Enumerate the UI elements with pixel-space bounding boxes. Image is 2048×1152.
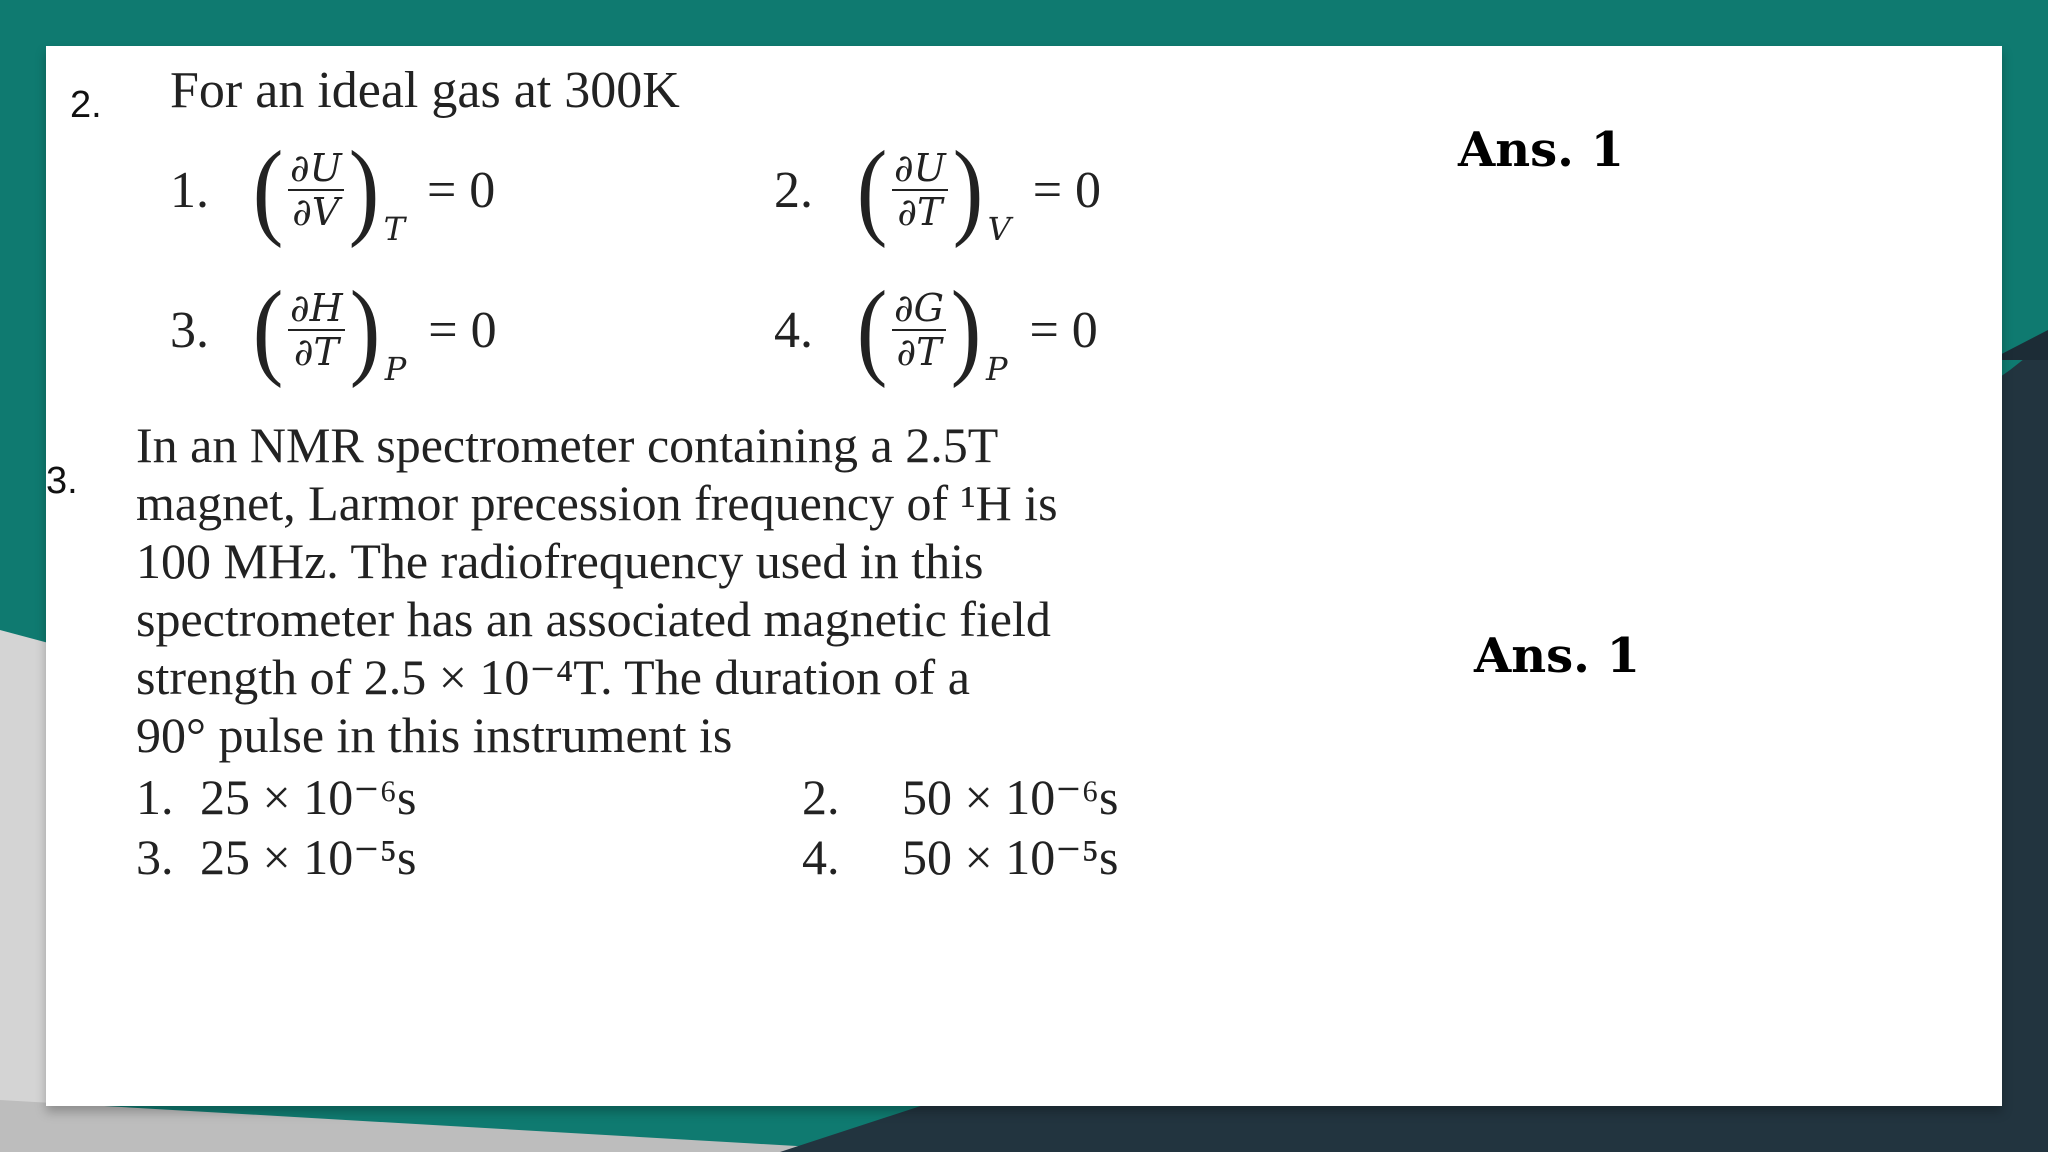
right-paren: )	[952, 130, 983, 249]
constant-variable: V	[987, 210, 1011, 248]
left-paren: (	[856, 130, 888, 249]
option-number: 3.	[136, 829, 174, 885]
constant-variable: P	[985, 350, 1008, 388]
option-number: 4.	[774, 301, 813, 359]
question-3-option-2	[802, 768, 1118, 826]
partial-derivative: $\frac{\partial H}{\partial T}$	[289, 286, 343, 374]
option-text: 25 × 10⁻⁶s	[200, 769, 417, 825]
question-2-number: 2.	[70, 84, 102, 126]
stem-line: 90° pulse in this instrument is	[136, 707, 733, 763]
right-paren: )	[348, 130, 379, 249]
stem-line: strength of 2.5 × 10⁻⁴T. The duration of a	[136, 649, 970, 705]
constant-variable: T	[383, 210, 405, 248]
option-text: 50 × 10⁻⁵s	[902, 829, 1119, 885]
stem-line: spectrometer has an associated magnetic field	[136, 591, 1051, 647]
question-3-option-3	[136, 828, 416, 886]
question-2-option-1	[170, 130, 496, 249]
left-paren: (	[252, 270, 284, 389]
equals-zero: = 0	[428, 301, 497, 359]
question-3-stem	[136, 416, 1268, 764]
slide-canvas	[46, 46, 2002, 1106]
partial-derivative: $\frac{\partial U}{\partial T}$	[893, 146, 946, 234]
option-number: 1.	[136, 769, 174, 825]
option-text: 25 × 10⁻⁵s	[200, 829, 417, 885]
question-2-option-3	[170, 270, 497, 389]
right-paren: )	[349, 270, 381, 389]
option-number: 1.	[170, 161, 209, 219]
question-2-option-4	[774, 270, 1098, 389]
stem-line: In an NMR spectrometer containing a 2.5T	[136, 417, 999, 473]
option-number: 2.	[802, 769, 840, 825]
left-paren: (	[856, 270, 888, 389]
option-text: 50 × 10⁻⁶s	[902, 769, 1119, 825]
right-paren: )	[950, 270, 982, 389]
question-2-option-2	[774, 130, 1102, 249]
stem-line: magnet, Larmor precession frequency of ¹H is	[136, 475, 1058, 531]
option-number: 4.	[802, 829, 840, 885]
equals-zero: = 0	[426, 161, 496, 219]
left-paren: (	[252, 130, 284, 249]
equals-zero: = 0	[1029, 301, 1098, 359]
question-3-option-1	[136, 768, 416, 826]
question-3-option-4	[802, 828, 1118, 886]
option-number: 3.	[170, 301, 209, 359]
question-2-answer: Ans. 1	[1458, 122, 1624, 178]
partial-derivative: $\frac{\partial G}{\partial T}$	[893, 286, 944, 374]
constant-variable: P	[384, 350, 407, 388]
question-3-answer: Ans. 1	[1474, 628, 1640, 684]
equals-zero: = 0	[1032, 161, 1102, 219]
question-2-stem: For an ideal gas at 300K	[170, 62, 680, 119]
question-3-number: 3.	[46, 460, 78, 502]
stem-line: 100 MHz. The radiofrequency used in this	[136, 533, 984, 589]
option-number: 2.	[774, 161, 813, 219]
partial-derivative: $\frac{\partial U}{\partial V}$	[289, 146, 342, 234]
